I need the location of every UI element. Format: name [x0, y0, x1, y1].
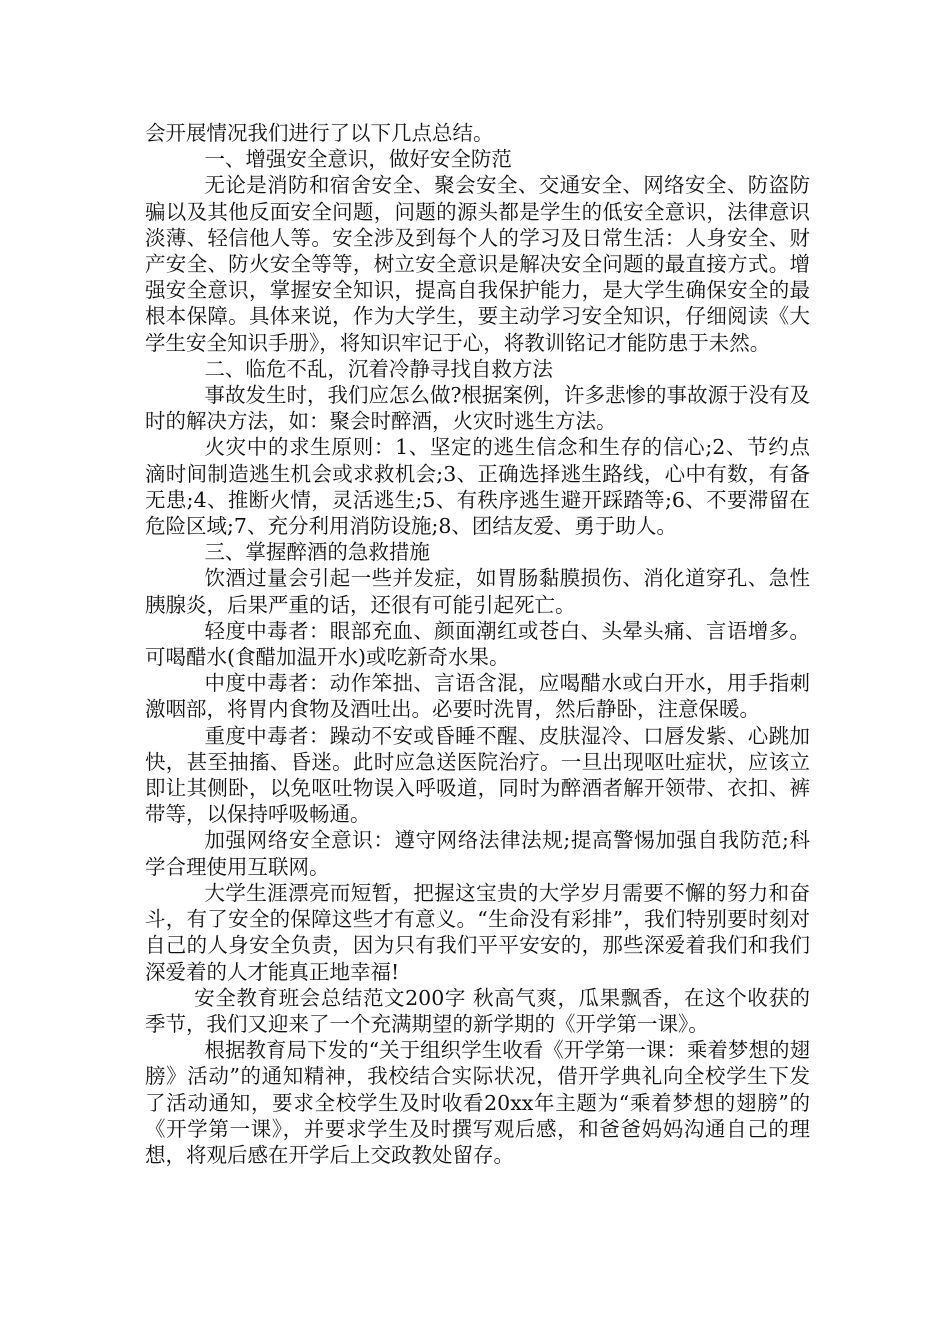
document-body [145, 120, 810, 1168]
paragraph: 饮酒过量会引起一些并发症，如胃肠黏膜损伤、消化道穿孔、急性胰腺炎，后果严重的话，还很有可能引起死亡。 [145, 566, 810, 617]
section-heading-2: 二、临危不乱，沉着冷静寻找自救方法 [204, 356, 553, 381]
paragraph: 中度中毒者：动作笨拙、言语含混，应喝醋水或白开水，用手指刺激咽部，将胃内食物及酒吐出。必要时洗胃，然后静卧，注意保暖。 [145, 671, 810, 722]
paragraph-intro: 会开展情况我们进行了以下几点总结。 [145, 121, 494, 145]
paragraph: 轻度中毒者：眼部充血、颜面潮红或苍白、头晕头痛、言语增多。可喝醋水(食醋加温开水)或吃新奇水果。 [145, 618, 810, 670]
paragraph: 加强网络安全意识：遵守网络法律法规;提高警惕加强自我防范;科学合理使用互联网。 [145, 828, 810, 879]
paragraph-article-title: 安全教育班会总结范文200字 秋高气爽，瓜果飘香，在这个收获的季节，我们又迎来了一个充满期望的新学期的《开学第一课》。 [145, 985, 810, 1036]
paragraph: 无论是消防和宿舍安全、聚会安全、交通安全、网络安全、防盗防骗以及其他反面安全问题，问题的源头都是学生的低安全意识，法律意识淡薄、轻信他人等。安全涉及到每个人的学习及日常生活：人身安全、财产安全、防火安全等等，树立安全意识是解决安全问题的最直接方式。增强安全意识，掌握安全知识，提高自我保护能力，是大学生确保安全的最根本保障。具体来说，作为大学生，要主动学习安全知识，仔细阅读《大学生安全知识手册》，将知识牢记于心，将教训铭记才能防患于未然。 [145, 173, 810, 355]
paragraph: 大学生涯漂亮而短暂，把握这宝贵的大学岁月需要不懈的努力和奋斗，有了安全的保障这些才有意义。“生命没有彩排”，我们特别要时刻对自己的人身安全负责，因为只有我们平平安安的，那些深爱着我们和我们深爱着的人才能真正地幸福! [145, 880, 810, 984]
paragraph: 根据教育局下发的“关于组织学生收看《开学第一课：乘着梦想的翅膀》活动”的通知精神，我校结合实际状况，借开学典礼向全校学生下发了活动通知，要求全校学生及时收看20xx年主题为“乘着梦想的翅膀”的《开学第一课》，并要求学生及时撰写观后感，和爸爸妈妈沟通自己的理想，将观后感在开学后上交政教处留存。 [145, 1038, 810, 1167]
paragraph: 重度中毒者：躁动不安或昏睡不醒、皮肤湿冷、口唇发紫、心跳加快，甚至抽搐、昏迷。此时应急送医院治疗。一旦出现呕吐症状，应该立即让其侧卧，以免呕吐物误入呼吸道，同时为醉酒者解开领带、衣扣、裤带等，以保持呼吸畅通。 [145, 723, 810, 827]
paragraph: 火灾中的求生原则：1、坚定的逃生信念和生存的信心;2、节约点滴时间制造逃生机会或求救机会;3、正确选择逃生路线，心中有数，有备无患;4、推断火情，灵活逃生;5、有秩序逃生避开踩踏等;6、不要滞留在危险区域;7、充分利用消防设施;8、团结友爱、勇于助人。 [145, 435, 810, 539]
section-heading-3: 三、掌握醉酒的急救措施 [204, 540, 430, 565]
paragraph: 事故发生时，我们应怎么做?根据案例，许多悲惨的事故源于没有及时的解决方法，如：聚会时醉酒，火灾时逃生方法。 [145, 383, 810, 434]
section-heading-1: 一、增强安全意识，做好安全防范 [204, 147, 512, 172]
